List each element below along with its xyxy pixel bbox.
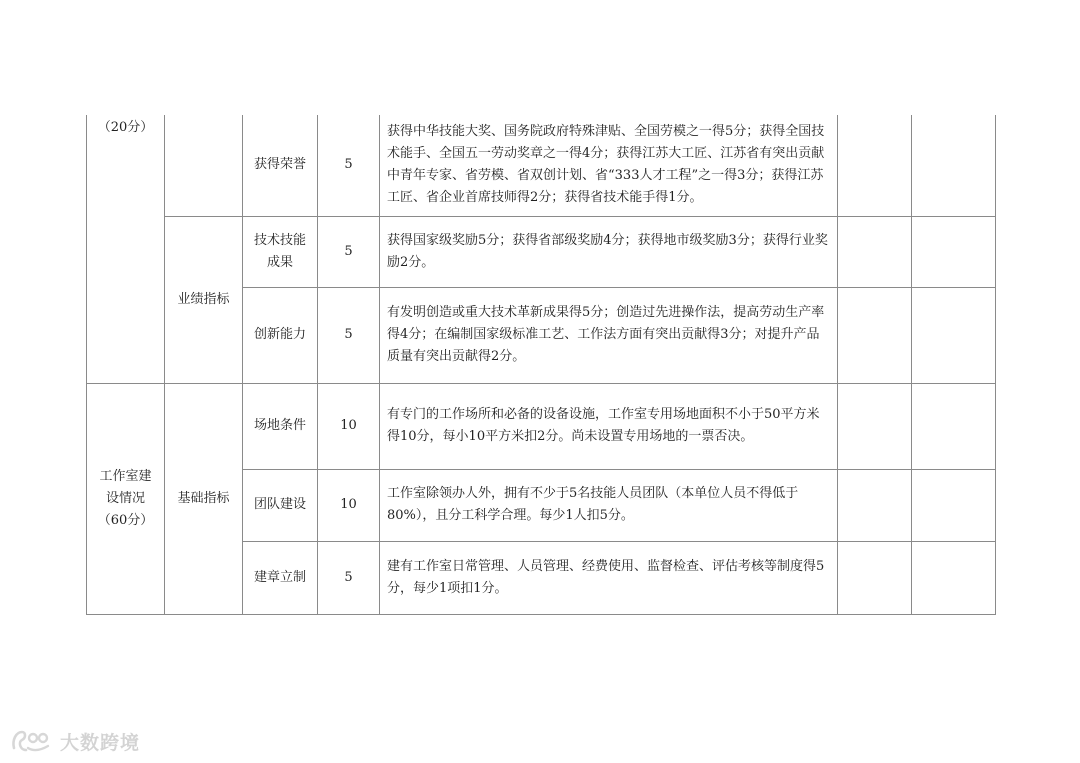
blank-cell <box>912 216 996 287</box>
blank-cell <box>912 383 996 469</box>
blank-cell <box>838 216 912 287</box>
item-text: 场地条件 <box>253 418 306 433</box>
blank-cell <box>838 383 912 469</box>
standard-text: 获得中华技能大奖、国务院政府特殊津贴、全国劳模之一得5分；获得全国技术能手、全国五一劳动奖章之一得4分；获得江苏大工匠、江苏省有突出贡献中青年专家、省劳模、省双创计划、省“333人才工程”之一得3分；获得江苏工匠、省企业首席技师得2分；获得省技术能手得1分。 <box>387 124 825 206</box>
item-text: 创新能力 <box>253 327 306 342</box>
score-text: 10 <box>340 497 357 512</box>
item-cell <box>243 287 318 383</box>
standard-text: 获得国家级奖励5分；获得省部级奖励4分；获得地市级奖励3分；获得行业奖励2分。 <box>387 232 828 270</box>
score-cell <box>318 115 380 216</box>
subcategory-cell <box>165 216 243 383</box>
score-text: 5 <box>344 569 353 585</box>
item-text: 获得荣誉 <box>253 157 306 173</box>
category-text: 工作室建设情况（60分） <box>97 468 154 528</box>
standard-cell <box>380 287 838 383</box>
table-row <box>87 115 996 216</box>
standard-text: 有发明创造或重大技术革新成果得5分；创造过先进操作法，提高劳动生产率得4分；在编制国家级标准工艺、工作法方面有突出贡献得3分；对提升产品质量有突出贡献得2分。 <box>387 305 825 364</box>
standard-text: 建有工作室日常管理、人员管理、经费使用、监督检查、评估考核等制度得5分，每少1项扣1分。 <box>387 558 825 596</box>
standard-cell <box>380 383 838 469</box>
subcategory-cell <box>165 115 243 216</box>
subcategory-cell <box>165 383 243 614</box>
category-cell <box>87 383 165 614</box>
item-text: 团队建设 <box>253 497 306 512</box>
table-row <box>87 383 996 469</box>
score-cell <box>318 541 380 614</box>
item-cell <box>243 216 318 287</box>
item-cell <box>243 541 318 614</box>
standard-cell <box>380 541 838 614</box>
category-cell <box>87 115 165 383</box>
score-text: 10 <box>340 418 357 433</box>
score-cell <box>318 469 380 541</box>
item-text: 建章立制 <box>253 569 306 585</box>
standard-cell <box>380 469 838 541</box>
blank-cell <box>838 469 912 541</box>
blank-cell <box>838 541 912 614</box>
blank-cell <box>912 287 996 383</box>
category-text: （20分） <box>97 120 154 135</box>
item-cell <box>243 469 318 541</box>
score-cell <box>318 383 380 469</box>
blank-cell <box>912 469 996 541</box>
logo-icon <box>10 726 54 756</box>
item-text: 技术技能成果 <box>253 232 306 270</box>
blank-cell <box>912 541 996 614</box>
score-cell <box>318 287 380 383</box>
item-cell <box>243 383 318 469</box>
subcategory-text: 基础指标 <box>177 490 230 506</box>
standard-cell <box>380 216 838 287</box>
blank-cell <box>912 115 996 216</box>
blank-cell <box>838 287 912 383</box>
watermark <box>10 724 140 758</box>
table-row <box>87 216 996 287</box>
evaluation-table <box>86 115 996 615</box>
score-cell <box>318 216 380 287</box>
subcategory-text: 业绩指标 <box>177 291 230 307</box>
score-text: 5 <box>344 157 353 173</box>
standard-cell <box>380 115 838 216</box>
standard-text: 工作室除领办人外，拥有不少于5名技能人员团队（本单位人员不得低于80%），且分工科学合理。每少1人扣5分。 <box>387 486 799 523</box>
watermark-text: 大数跨境 <box>60 731 141 754</box>
item-cell <box>243 115 318 216</box>
score-text: 5 <box>344 327 353 342</box>
score-text: 5 <box>344 243 353 259</box>
blank-cell <box>838 115 912 216</box>
standard-text: 有专门的工作场所和必备的设备设施，工作室专用场地面积不小于50平方米得10分，每小10平方米扣2分。尚未设置专用场地的一票否决。 <box>387 407 820 444</box>
